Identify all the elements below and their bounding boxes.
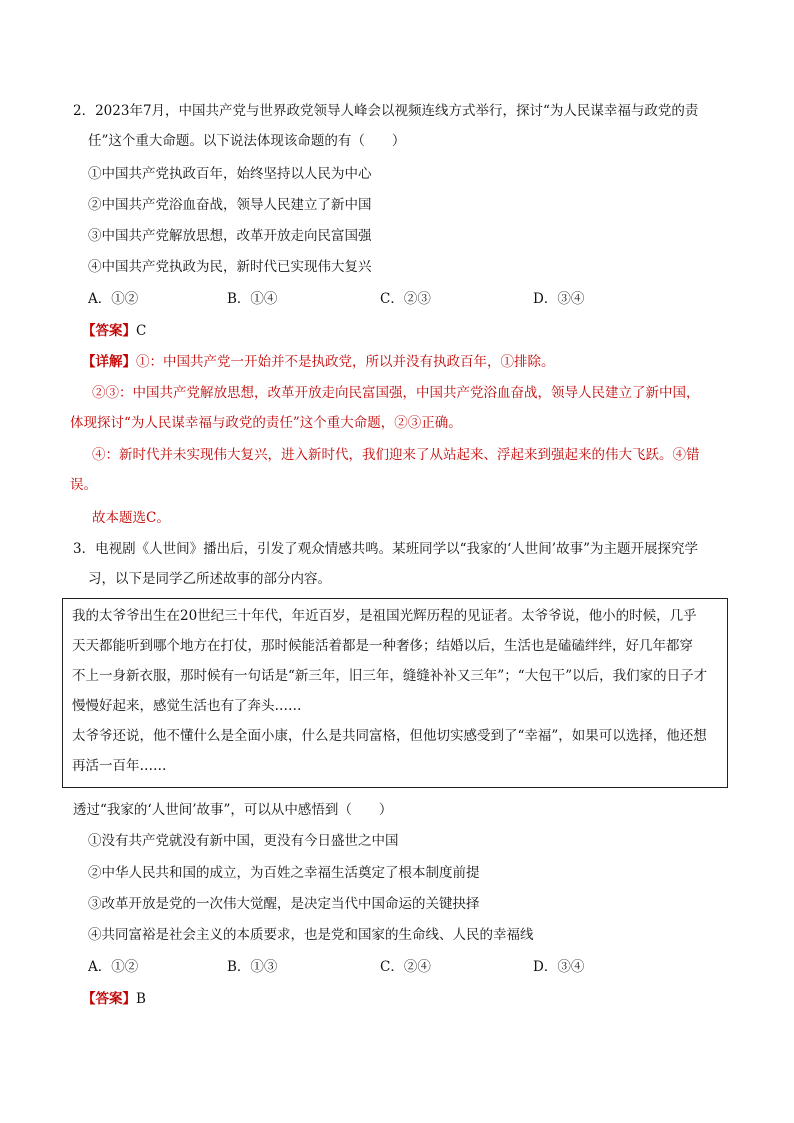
q2-detail-line1 — [82, 353, 555, 371]
q3-option-a: A．①② — [88, 959, 139, 975]
q3-option-d: D．③④ — [533, 959, 585, 975]
story-line-3: 不上一身新衣服，那时候有一句话是“新三年，旧三年，缝缝补补又三年”；“大包干”以后，我们家的日子才 — [72, 668, 708, 684]
q3-answer-value: B — [136, 991, 146, 1007]
q2-detail-label: 【详解】 — [82, 354, 136, 370]
q3-option-c: C．②④ — [380, 959, 431, 975]
q2-option-b: B．①④ — [227, 291, 278, 307]
story-line-1: 我的太爷爷出生在20世纪三十年代，年近百岁，是祖国光辉历程的见证者。太爷爷说，他小的时候，几乎 — [72, 608, 697, 624]
q2-option-c: C．②③ — [380, 291, 431, 307]
q3-statement-4: ④共同富裕是社会主义的本质要求，也是党和国家的生命线、人民的幸福线 — [88, 927, 534, 943]
q2-statement-3: ③中国共产党解放思想，改革开放走向民富国强 — [88, 228, 372, 244]
q2-option-a: A．①② — [88, 291, 139, 307]
q3-question: 透过“我家的‘人世间’故事”，可以从中感悟到（ ） — [73, 802, 393, 818]
q2-answer-value: C — [136, 323, 147, 339]
story-line-6: 再活一百年…… — [72, 758, 167, 774]
q3-stem-line1: 3．电视剧《人世间》播出后，引发了观众情感共鸣。某班同学以“我家的‘人世间’故事”为主题开展探究学 — [73, 541, 698, 557]
q2-stem-line2: 任”这个重大命题。以下说法体现该命题的有（ ） — [88, 133, 406, 149]
story-box — [62, 598, 728, 788]
story-line-5: 太爷爷还说，他不懂什么是全面小康，什么是共同富格，但他切实感受到了“幸福”，如果可以选择，他还想 — [72, 728, 707, 744]
q2-detail-line4: ④：新时代并未实现伟大复兴，进入新时代，我们迎来了从站起来、浮起来到强起来的伟大飞跃。④错 — [92, 447, 700, 463]
q2-detail-line2: ②③：中国共产党解放思想，改革开放走向民富国强，中国共产党浴血奋战，领导人民建立了新中国， — [92, 385, 700, 401]
q3-answer — [82, 990, 146, 1008]
q3-option-b: B．①③ — [227, 959, 278, 975]
q3-statement-2: ②中华人民共和国的成立，为百姓之幸福生活奠定了根本制度前提 — [88, 865, 480, 881]
q2-answer — [82, 322, 146, 340]
q2-statement-1: ①中国共产党执政百年，始终坚持以人民为中心 — [88, 166, 372, 182]
q2-detail-text1: ①：中国共产党一开始并不是执政党，所以并没有执政百年，①排除。 — [136, 354, 555, 370]
q2-option-d: D．③④ — [533, 291, 585, 307]
story-line-2: 天天都能听到哪个地方在打仗，那时候能活着都是一种奢侈；结婚以后，生活也是磕磕绊绊，好几年都穿 — [72, 638, 693, 654]
q3-answer-label: 【答案】 — [82, 991, 136, 1007]
q2-answer-label: 【答案】 — [82, 323, 136, 339]
q2-statement-2: ②中国共产党浴血奋战，领导人民建立了新中国 — [88, 197, 372, 213]
q2-statement-4: ④中国共产党执政为民，新时代已实现伟大复兴 — [88, 259, 372, 275]
q2-stem-line1: 2．2023年7月，中国共产党与世界政党领导人峰会以视频连线方式举行，探讨“为人民谋幸福与政党的责 — [73, 103, 699, 119]
q3-stem-line2: 习，以下是同学乙所述故事的部分内容。 — [88, 571, 331, 587]
q3-statement-1: ①没有共产党就没有新中国，更没有今日盛世之中国 — [88, 833, 399, 849]
q3-statement-3: ③改革开放是党的一次伟大觉醒，是决定当代中国命运的关键抉择 — [88, 896, 480, 912]
q2-detail-line3: 体现探讨“为人民谋幸福与政党的责任”这个重大命题，②③正确。 — [70, 415, 462, 431]
story-line-4: 慢慢好起来，感觉生活也有了奔头…… — [72, 698, 302, 714]
q2-conclusion: 故本题选C。 — [92, 510, 170, 526]
q2-detail-line5: 误。 — [70, 477, 97, 493]
